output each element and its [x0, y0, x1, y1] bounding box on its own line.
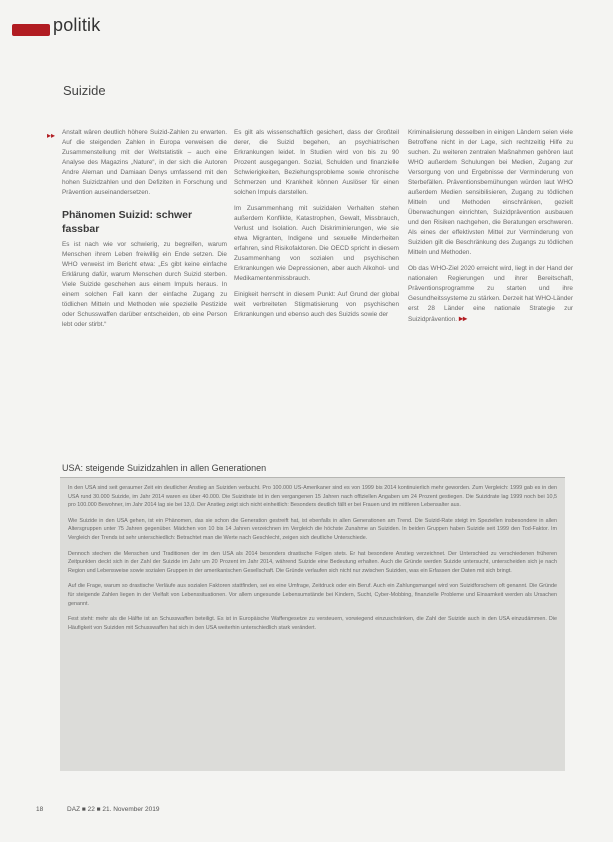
info-box-paragraph: Wie Suizide in den USA gehen, ist ein Phänomen, das sie schon die Generation gestreift hat, ist ebenfalls in allen Generationen am Trend. Die Suizid-Rate steigt im Speziellen insbesondere in allen Altersgruppen unter 75 Jahren gegenüber. Mädchen von 10 bis 14 Jahren verzeichnen im Vergleich die höchste Zunahme an Suiziden. In beiden Gruppen haben Suizide seit 1999 den Tod-Faktor. Im Vergleich der Trends ist sehr unterschiedlich: Betrachtet man die Werte nach Geschlecht, zeigen sich deutliche Unterschiede.	[68, 517, 557, 541]
info-box-body	[60, 477, 565, 771]
page-footer	[36, 806, 159, 813]
paragraph: Anstalt wären deutlich höhere Suizid-Zahlen zu erwarten. Auf die steigenden Zahlen in Europa verweisen die Zusammenstellung mit der Weltstatistik – auch eine Analyse des Magazins „Nature“, in der sich die Autoren Andre Aleman und Damiaan Denys umfassend mit den hohen Suizidzahlen und den Defiziten in Forschung und Prävention auseinandersetzen.	[62, 129, 227, 196]
article-column-1	[62, 128, 227, 330]
issue-info: DAZ ■ 22 ■ 21. November 2019	[67, 806, 160, 813]
paragraph: Kriminalisierung desselben in einigen Ländern seien viele Betroffene nicht in der Lage, sich rechtzeitig Hilfe zu suchen. Zu weiteren zentralen Maßnahmen gehören laut WHO außerdem Schulungen bei Medien, Zugang zur Versorgung von und Ergebnisse der Verminderung von Sterbefällen. Präventionsbemühungen würden laut WHO außerdem Medien sensibilisieren, Zugang zu tödlichen Mitteln und Methoden einschränken, gezielt Überwachungen einrichten, Suizidprävention ausbauen und den Risiken nachgehen, die Beratungen erschweren. Als eines der effektivsten Mittel zur Verminderung von Suiziden gilt die Beschränkung des Zugangs zu tödlichen Mitteln und Methoden.	[408, 129, 573, 256]
article-body	[42, 128, 582, 446]
info-box-title: USA: steigende Suizidzahlen in allen Generationen	[62, 463, 267, 473]
subheading: Phänomen Suizid: schwer fassbar	[62, 209, 193, 235]
article-title: Suizide	[63, 83, 106, 98]
paragraph: Es gilt als wissenschaftlich gesichert, dass der Großteil derer, die Suizid begehen, an psychiatrischen Erkrankungen leidet. In Studien wird von bis zu 90 Prozent ausgegangen. Sozial, Schulden und finanzielle Schwierigkeiten, Beziehungsprobleme sowie chronische Schmerzen und Krankheit können Auslöser für einen solchen Impuls darstellen.	[234, 129, 399, 196]
paragraph-text: Ob das WHO-Ziel 2020 erreicht wird, liegt in der Hand der nationalen Regierungen und ihrer Bereitschaft, Präventionsprogramme zu starten und ihre Gesundheitssysteme zu stärken. Derzeit hat WHO-Länder erst 28 Länder eine nationale Strategie zur Suizidprävention.	[408, 265, 573, 323]
page-number: 18	[36, 806, 44, 813]
paragraph	[408, 264, 573, 325]
info-box-paragraph: Dennoch stechen die Menschen und Traditionen der im den USA als 2014 besonders drastische Folgen stets. Er hat besondere Anstieg verzeichnet. Der Unterschied zu verschiedenen früheren Zeitpunkten deckt sich in der Zahl der Suizide im Jahr um 20 Prozent im Jahr 2014, während Suizide eine Bedeutung erhalten. Auch die Gründe werden Suizide untersucht, unterscheiden sich je nach Region und Lebensweise sowie sozialen Gruppen in der amerikanischen Gesellschaft. Die Gründe verlaufen sich nicht nur zwischen Suiziden, was ein Erfassen der Daten mit sich bringt.	[68, 550, 557, 574]
end-arrow-icon: ▸▸	[459, 314, 468, 323]
continue-arrow-icon: ▸▸	[47, 131, 56, 140]
info-box	[60, 463, 565, 771]
article-column-3	[408, 128, 573, 325]
section-color-bar	[12, 24, 50, 36]
paragraph: Einigkeit herrscht in diesem Punkt: Auf Grund der global weit verbreiteten Stigmatisierung von psychischen Erkrankungen und ebenso auch des Suizids sowie der	[234, 291, 399, 318]
article-column-2	[234, 128, 399, 320]
paragraph: Es ist nach wie vor schwierig, zu begreifen, warum Menschen ihrem Leben freiwillig ein Ende setzen. Die WHO verweist im Bericht etwa: „Es gibt keine einfache Erklärung dafür, warum Menschen durch Suizid sterben. Viele Suizide geschehen aus einem Impuls heraus. In einem solchen Fall kann der einfache Zugang zu tödlichen Mitteln und Methoden wie spezielle Pestizide oder Schusswaffen darüber entscheiden, ob eine Person lebt oder stirbt.“	[62, 241, 227, 328]
paragraph: Im Zusammenhang mit suizidalen Verhalten stehen außerdem Konflikte, Katastrophen, Gewalt, Missbrauch, Verlust und Isolation. Auch Diskriminierungen, wie sie etwa Migranten, Indigene und sexuelle Minderheiten erfahren, sind Risikofaktoren. Die OECD spricht in diesem Zusammenhang von sozialen und psychischen Erkrankungen wie Depressionen, aber auch Alkohol- und Medikamentenmissbrauch.	[234, 205, 399, 282]
info-box-paragraph: Auf die Frage, warum so drastische Verläufe aus sozialen Faktoren stattfinden, sei es eine Umfrage, Zeitdruck oder ein Beruf. Auch ein Zahlungsmangel wird von Suizidforschern oft genannt. Die Gründe für steigende Zahlen liegen in der Vielfalt von Lebenssituationen. Vor allem ungesunde Lebensumstände bei Kindern, Sucht, Cyber-Mobbing, finanzielle Probleme und Einsamkeit werden als Ursachen genannt.	[68, 583, 557, 607]
info-box-paragraph: Fest steht: mehr als die Hälfte ist an Schusswaffen beteiligt. Es ist in Europäische Waffengesetze zu versteuern, vorwiegend einzuschränken, die Zahl der Suizide auch in den USA einzudämmen. Die Häufigkeit von Suiziden mit Schusswaffen hat sich in den USA weiterhin unterschiedlich stark verändert.	[68, 616, 557, 631]
section-label: politik	[53, 15, 101, 35]
info-box-paragraph: In den USA sind seit geraumer Zeit ein deutlicher Anstieg an Suiziden verbucht. Pro 100.000 US-Amerikaner sind es von 1999 bis 2014 kontinuierlich mehr geworden. Zum Vergleich: 1999 gab es in den USA rund 30.000 Suizide, im Jahr 2014 waren es über 40.000. Die Suizidrate ist in den vergangenen 15 Jahren nach offiziellen Angaben um 24 Prozent gestiegen. Die Suizidrate lag 1999 noch bei 10,5 pro 100.000 Bewohner, im Jahr 2014 lag sie bei 13,0. Der Anstieg zeigt sich nicht einheitlich: Besonders deutlich fällt er bei Frauen und im mittleren Lebensalter aus.	[68, 485, 557, 509]
